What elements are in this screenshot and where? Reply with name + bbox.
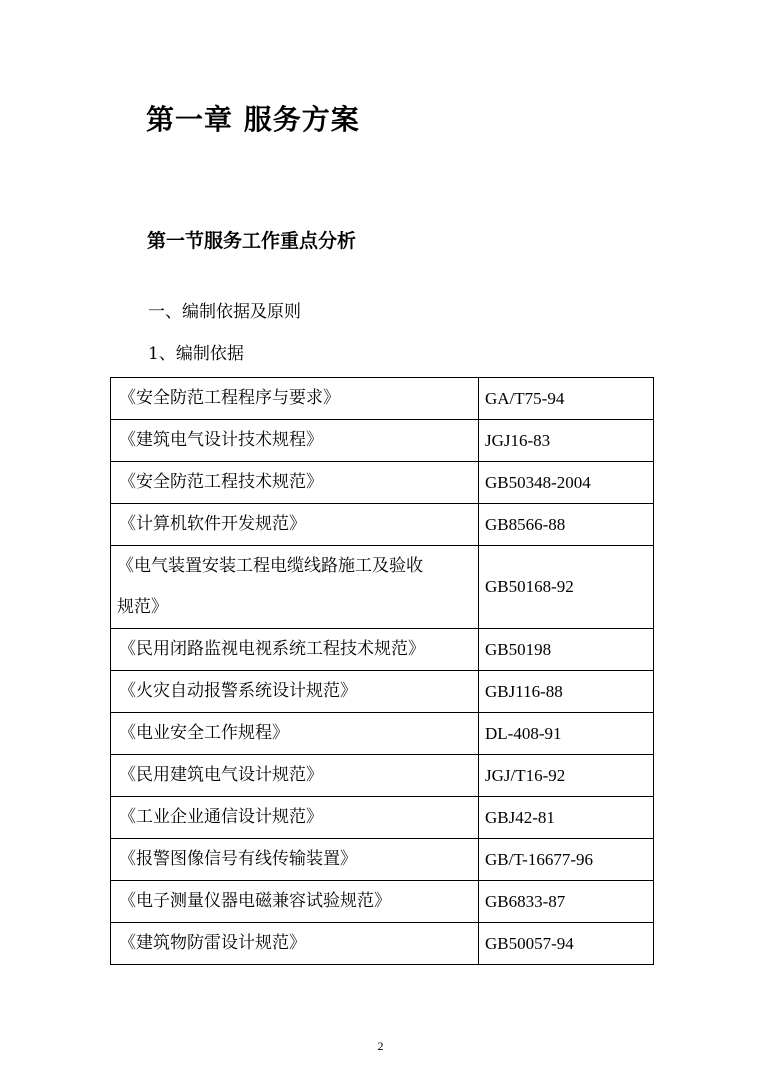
table-row xyxy=(111,671,654,713)
standards-table xyxy=(110,377,654,965)
standard-code: GBJ42-81 xyxy=(479,797,654,839)
standard-name: 《火灾自动报警系统设计规范》 xyxy=(111,671,479,713)
subheading-principles: 一、编制依据及原则 xyxy=(148,302,301,322)
standard-code: GB50057-94 xyxy=(479,923,654,965)
standard-code: GBJ116-88 xyxy=(479,671,654,713)
standard-name: 《电业安全工作规程》 xyxy=(111,713,479,755)
standard-code: GB/T-16677-96 xyxy=(479,839,654,881)
standard-code: GA/T75-94 xyxy=(479,378,654,420)
standard-code: GB50168-92 xyxy=(479,546,654,629)
chapter-title: 第一章 服务方案 xyxy=(146,103,360,136)
page-number: 2 xyxy=(377,1039,384,1053)
subheading-basis: 1、编制依据 xyxy=(148,344,244,364)
table-row xyxy=(111,839,654,881)
standard-name-line1: 《电气装置安装工程电缆线路施工及验收 xyxy=(117,556,423,576)
table-row xyxy=(111,629,654,671)
standard-code: JGJ16-83 xyxy=(479,420,654,462)
table-row xyxy=(111,713,654,755)
table-row xyxy=(111,797,654,839)
standard-code: GB50348-2004 xyxy=(479,462,654,504)
standard-name: 《报警图像信号有线传输装置》 xyxy=(111,839,479,881)
table-row xyxy=(111,881,654,923)
standard-code: DL-408-91 xyxy=(479,713,654,755)
table-row xyxy=(111,462,654,504)
table-row xyxy=(111,546,654,629)
standard-name: 《计算机软件开发规范》 xyxy=(111,504,479,546)
standard-name-line2: 规范》 xyxy=(117,597,168,617)
table-row xyxy=(111,755,654,797)
standard-name: 《工业企业通信设计规范》 xyxy=(111,797,479,839)
standard-code: JGJ/T16-92 xyxy=(479,755,654,797)
table-row xyxy=(111,420,654,462)
standard-code: GB50198 xyxy=(479,629,654,671)
standard-name: 《安全防范工程程序与要求》 xyxy=(111,378,479,420)
standard-name: 《建筑电气设计技术规程》 xyxy=(111,420,479,462)
table-row xyxy=(111,923,654,965)
standard-code: GB8566-88 xyxy=(479,504,654,546)
standard-name: 《民用建筑电气设计规范》 xyxy=(111,755,479,797)
standard-name xyxy=(111,546,479,629)
standard-name: 《建筑物防雷设计规范》 xyxy=(111,923,479,965)
standard-name: 《电子测量仪器电磁兼容试验规范》 xyxy=(111,881,479,923)
standard-name: 《民用闭路监视电视系统工程技术规范》 xyxy=(111,629,479,671)
section-title: 第一节服务工作重点分析 xyxy=(147,230,357,252)
standard-name: 《安全防范工程技术规范》 xyxy=(111,462,479,504)
standard-code: GB6833-87 xyxy=(479,881,654,923)
table-row xyxy=(111,504,654,546)
table-row xyxy=(111,378,654,420)
